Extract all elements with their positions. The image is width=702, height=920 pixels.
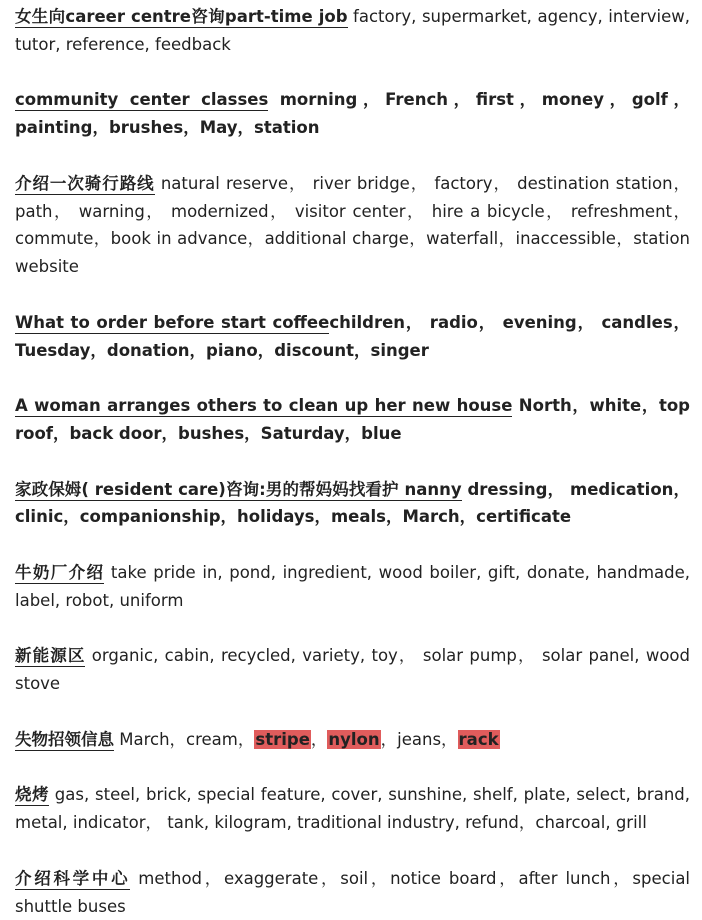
keyword-list: method，exaggerate，soil，notice board，after lunch，special shuttle buses xyxy=(15,868,691,916)
keyword-list: take pride in, pond, ingredient, wood boiler, gift, donate, handmade, label, robot, uniform xyxy=(15,562,691,610)
highlighted-keyword: nylon xyxy=(328,729,380,749)
keyword-list: factory, supermarket, agency, interview, tutor, reference, feedback xyxy=(15,7,690,54)
topic-title: 失物招领信息 xyxy=(15,729,114,749)
keyword-list: ， xyxy=(310,729,328,749)
topic-paragraph xyxy=(15,865,690,920)
topic-paragraph xyxy=(15,642,690,698)
topic-paragraph xyxy=(15,559,690,615)
topic-paragraph xyxy=(15,392,690,448)
highlighted-keyword: stripe xyxy=(255,729,310,749)
topic-paragraph xyxy=(15,3,690,59)
keyword-list: children， radio， evening， candles，Tuesday，donation，piano，discount，singer xyxy=(15,312,690,360)
topic-title: 家政保姆( resident care)咨询:男的帮妈妈找看护 nanny xyxy=(15,479,462,499)
topic-title: 新能源区 xyxy=(15,646,86,666)
keyword-list: March，cream， xyxy=(114,729,255,749)
topic-paragraph xyxy=(15,170,690,281)
keyword-list: North，white，top roof，back door，bushes，Saturday，blue xyxy=(15,396,690,443)
keyword-list: natural reserve， river bridge， factory， destination station， path， warning， modernized， visitor center， hire a bicycle， refreshment， commute，book in advance，additional charge，waterfall，inaccessible，station website xyxy=(15,173,691,277)
topic-paragraph xyxy=(15,726,690,754)
keyword-list: ，jeans， xyxy=(380,729,458,749)
topic-title: 女生向career centre咨询part-time job xyxy=(15,7,348,26)
topic-title: 介绍一次骑行路线 xyxy=(15,173,155,193)
topic-paragraph xyxy=(15,476,690,532)
keyword-list: morning，French，first，money，golf，painting，brushes，May，station xyxy=(15,90,690,138)
topic-paragraph xyxy=(15,781,690,837)
topic-title: 烧烤 xyxy=(15,785,50,805)
topic-title: 牛奶厂介绍 xyxy=(15,562,105,582)
topic-title: A woman arranges others to clean up her new house xyxy=(15,396,513,416)
topic-title: What to order before start coffee xyxy=(15,312,330,332)
keyword-list: organic, cabin, recycled, variety, toy， solar pump， solar panel, wood stove xyxy=(15,646,691,694)
topic-paragraph xyxy=(15,309,690,365)
keyword-list: dressing， medication，clinic，companionship，holidays，meals，March，certificate xyxy=(15,479,690,527)
topic-title: 介绍科学中心 xyxy=(15,868,131,888)
highlighted-keyword: rack xyxy=(458,729,499,749)
topic-paragraph xyxy=(15,86,690,142)
topic-title: community center classes xyxy=(15,90,269,110)
keyword-list: gas, steel, brick, special feature, cover, sunshine, shelf, plate, select, brand, metal, indicator， tank, kilogram, traditional industry, refund，charcoal, grill xyxy=(15,785,690,833)
